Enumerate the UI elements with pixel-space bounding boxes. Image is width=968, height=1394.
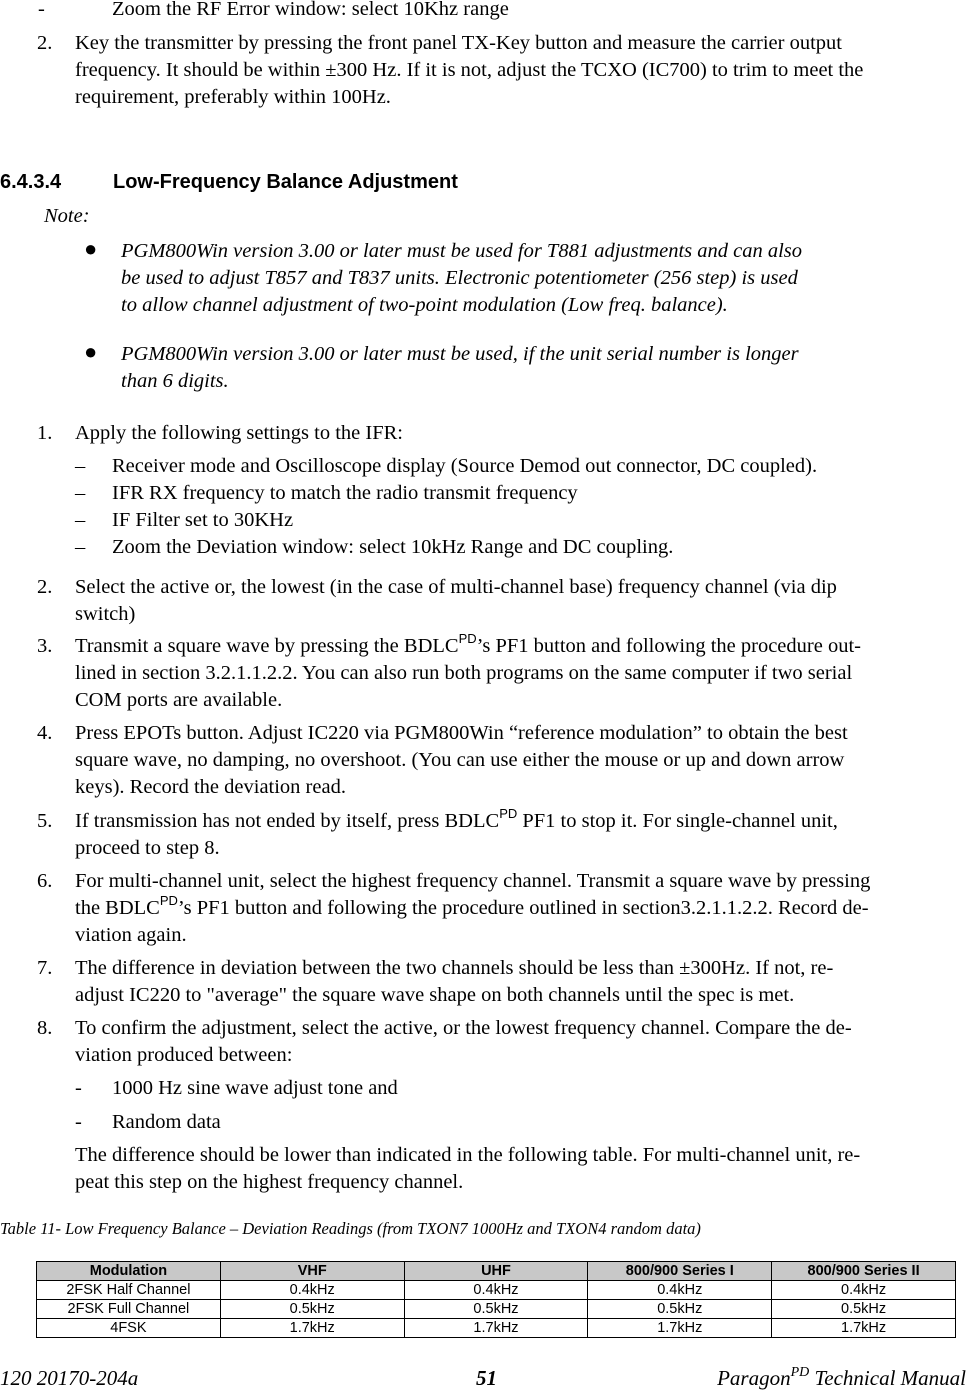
step4-line3: keys). Record the deviation read. bbox=[75, 776, 346, 798]
step2b-line1: Select the active or, the lowest (in the case of multi-channel base) frequency channel (via dip bbox=[75, 576, 837, 598]
step-number: 7. bbox=[37, 957, 53, 979]
step5-line2: proceed to step 8. bbox=[75, 837, 220, 859]
step2-line1: Key the transmitter by pressing the front panel TX-Key button and measure the carrier output bbox=[75, 32, 842, 54]
table-cell: 0.4kHz bbox=[220, 1281, 404, 1300]
col-header-modulation: Modulation bbox=[37, 1262, 221, 1281]
step2b-line2: switch) bbox=[75, 603, 136, 625]
step8-line1: To confirm the adjustment, select the active, or the lowest frequency channel. Compare the de- bbox=[75, 1017, 852, 1039]
dash-marker: – bbox=[75, 509, 86, 531]
table-cell: 0.5kHz bbox=[588, 1300, 772, 1319]
step4-line2: square wave, no damping, no overshoot. (You can use either the mouse or up and down arrow bbox=[75, 749, 845, 771]
dash-marker: – bbox=[75, 482, 86, 504]
step-number: 3. bbox=[37, 635, 53, 657]
dash-marker: - bbox=[38, 0, 45, 20]
table-cell: 0.4kHz bbox=[404, 1281, 588, 1300]
step-number: 4. bbox=[37, 722, 53, 744]
table-cell: 2FSK Full Channel bbox=[37, 1300, 221, 1319]
step-number: 1. bbox=[37, 422, 53, 444]
step-number: 6. bbox=[37, 870, 53, 892]
step6-line3: viation again. bbox=[75, 924, 187, 946]
footer-page-number: 51 bbox=[476, 1366, 497, 1390]
dash-marker: – bbox=[75, 455, 86, 477]
table-cell: 1.7kHz bbox=[588, 1319, 772, 1338]
step6-line2: the $BDLC^{PD}’s$ PF1 button and following the procedure outlined in section3.2.1.1.2.2. Record de- bbox=[75, 893, 869, 919]
step3-line2: lined in section 3.2.1.1.2.2. You can also run both programs on the same computer if two serial bbox=[75, 662, 853, 684]
step3-line3: COM ports are available. bbox=[75, 689, 283, 711]
step-number: 8. bbox=[37, 1017, 53, 1039]
col-header-series-1: 800/900 Series I bbox=[588, 1262, 772, 1281]
section-number: 6.4.3.4 bbox=[0, 171, 62, 193]
bullet-icon: ● bbox=[84, 236, 98, 261]
step1-item3: IF Filter set to 30KHz bbox=[112, 509, 294, 531]
step-number: 2. bbox=[37, 32, 53, 54]
step8-item1: 1000 Hz sine wave adjust tone and bbox=[112, 1077, 398, 1099]
step4-line1: Press EPOTs button. Adjust IC220 via PGM800Win “reference modulation” to obtain the best bbox=[75, 722, 848, 744]
table-cell: 0.5kHz bbox=[772, 1300, 956, 1319]
note-bullet2-line2: than 6 digits. bbox=[121, 370, 229, 392]
step1-text: Apply the following settings to the IFR: bbox=[75, 422, 403, 444]
table-row bbox=[37, 1281, 956, 1300]
step8-item2: Random data bbox=[112, 1111, 221, 1133]
table-row bbox=[37, 1319, 956, 1338]
dash-marker: – bbox=[75, 536, 86, 558]
step-number: 2. bbox=[37, 576, 53, 598]
table-cell: 1.7kHz bbox=[220, 1319, 404, 1338]
table-cell: 0.4kHz bbox=[772, 1281, 956, 1300]
dash-item-zoom-rf: Zoom the RF Error window: select 10Khz range bbox=[112, 0, 509, 20]
section-title: Low-Frequency Balance Adjustment bbox=[113, 171, 458, 193]
step2-line2: frequency. It should be within ±300 Hz. If it is not, adjust the TCXO (IC700) to trim to meet the bbox=[75, 59, 864, 81]
step7-line2: adjust IC220 to "average" the square wave shape on both channels until the spec is met. bbox=[75, 984, 795, 1006]
note-bullet2-line1: PGM800Win version 3.00 or later must be used, if the unit serial number is longer bbox=[121, 343, 799, 365]
deviation-table bbox=[36, 1261, 956, 1338]
bullet-icon: ● bbox=[84, 339, 98, 364]
table-cell: 0.5kHz bbox=[404, 1300, 588, 1319]
dash-marker: - bbox=[75, 1111, 82, 1133]
step1-item4: Zoom the Deviation window: select 10kHz Range and DC coupling. bbox=[112, 536, 674, 558]
table-row bbox=[37, 1300, 956, 1319]
note-label: Note: bbox=[44, 205, 90, 227]
col-header-series-2: 800/900 Series II bbox=[772, 1262, 956, 1281]
step3-line1: Transmit a square wave by pressing the $BDLC^{PD}’s$ PF1 button and following the procedure out- bbox=[75, 631, 861, 657]
col-header-uhf: UHF bbox=[404, 1262, 588, 1281]
col-header-vhf: VHF bbox=[220, 1262, 404, 1281]
step1-item1: Receiver mode and Oscilloscope display (Source Demod out connector, DC coupled). bbox=[112, 455, 818, 477]
table-cell: 0.4kHz bbox=[588, 1281, 772, 1300]
table-cell: 1.7kHz bbox=[772, 1319, 956, 1338]
step1-item2: IFR RX frequency to match the radio transmit frequency bbox=[112, 482, 578, 504]
step6-line1: For multi-channel unit, select the highest frequency channel. Transmit a square wave by pressing bbox=[75, 870, 871, 892]
note-bullet1-line2: be used to adjust T857 and T837 units. Electronic potentiometer (256 step) is used bbox=[121, 267, 798, 289]
step7-line1: The difference in deviation between the two channels should be less than ±300Hz. If not, re- bbox=[75, 957, 834, 979]
table-header-row bbox=[37, 1262, 956, 1281]
step2-line3: requirement, preferably within 100Hz. bbox=[75, 86, 391, 108]
table-cell: 1.7kHz bbox=[404, 1319, 588, 1338]
table-caption: Table 11- Low Frequency Balance – Deviation Readings (from TXON7 1000Hz and TXON4 random data) bbox=[0, 1219, 701, 1238]
dash-marker: - bbox=[75, 1077, 82, 1099]
table-cell: 2FSK Half Channel bbox=[37, 1281, 221, 1300]
step8-after-line2: peat this step on the highest frequency channel. bbox=[75, 1171, 464, 1193]
step-number: 5. bbox=[37, 810, 53, 832]
note-bullet1-line1: PGM800Win version 3.00 or later must be used for T881 adjustments and can also bbox=[121, 240, 803, 262]
step8-after-line1: The difference should be lower than indicated in the following table. For multi-channel unit, re- bbox=[75, 1144, 861, 1166]
table-cell: 4FSK bbox=[37, 1319, 221, 1338]
step5-line1: If transmission has not ended by itself, press $BDLC^{PD}$ PF1 to stop it. For single-channel unit, bbox=[75, 806, 838, 832]
footer-doc-number: 120 20170-204a bbox=[0, 1366, 139, 1390]
table-cell: 0.5kHz bbox=[220, 1300, 404, 1319]
footer-manual-title: Paragon$^{PD}$ Technical Manual bbox=[717, 1365, 966, 1390]
note-bullet1-line3: to allow channel adjustment of two-point modulation (Low freq. balance). bbox=[121, 294, 728, 316]
step8-line2: viation produced between: bbox=[75, 1044, 293, 1066]
